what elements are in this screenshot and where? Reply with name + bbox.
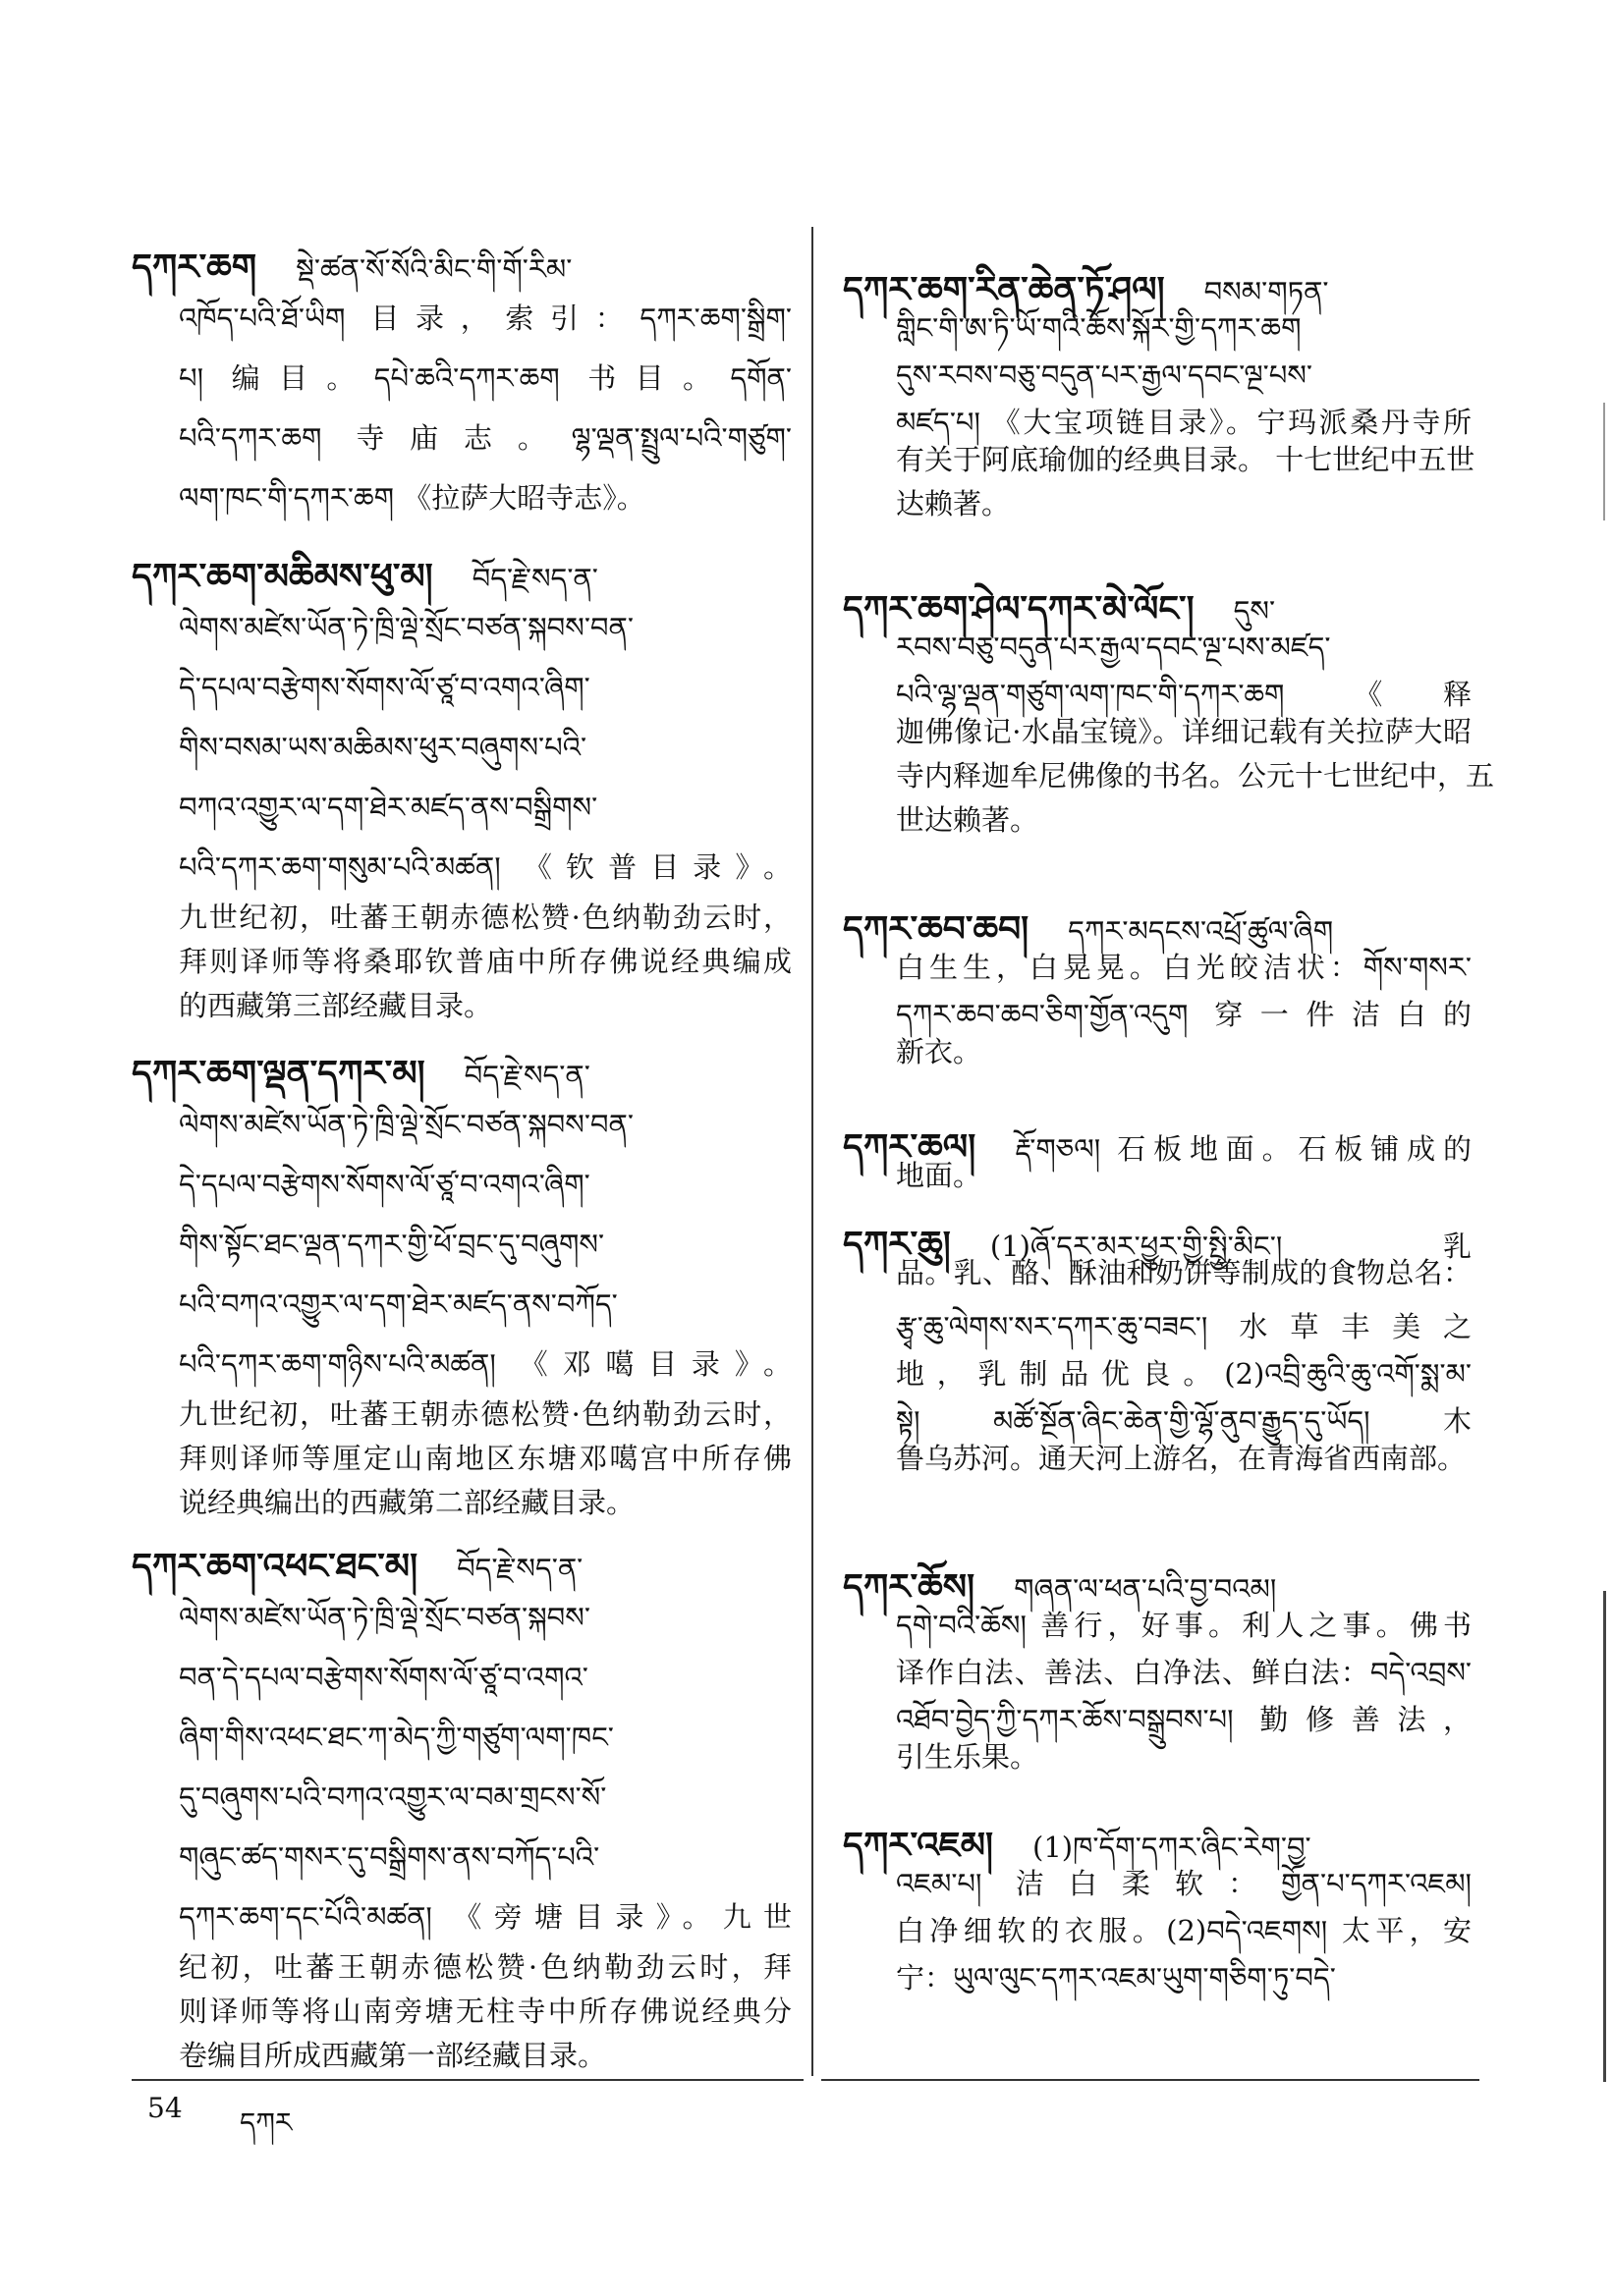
dictionary-entry xyxy=(843,1204,1472,1481)
definition-text: དཀར་མདངས་འཕྲོ་ཚུལ་ཞིག xyxy=(1068,914,1334,948)
definition-line: དཀར་ཆག་དང་པོའི་མཚན། 《旁塘目录》。九世 xyxy=(179,1900,792,1934)
definition-line: 拜则译师等厘定山南地区东塘邓噶宫中所存佛 xyxy=(179,1442,792,1475)
column-divider xyxy=(811,227,813,2076)
dictionary-entry xyxy=(843,249,1475,526)
definition-line: དེ་དཔལ་བརྩེགས་སོགས་ལོ་ཙཱ་བ་འགའ་ཞིག་ xyxy=(179,671,590,704)
headword: དཀར་ཆོས། xyxy=(843,1566,975,1608)
definition-text: བོད་རྗེ་སད་ན་ xyxy=(472,562,598,595)
definition-line: དགེ་བའི་ཆོས། 善行，好事。利人之事。佛书 xyxy=(896,1609,1472,1642)
entry-headline xyxy=(843,1107,1472,1168)
definition-line: 九世纪初，吐蕃王朝赤德松赞·色纳勒劲云时， xyxy=(179,1397,792,1431)
dictionary-entry xyxy=(843,1805,1472,1994)
headword: དཀར་ཆག་ལྡན་དཀར་མ། xyxy=(132,1053,425,1094)
definition-text: (1)ཞོ་དར་མར་ཕྱུར་གྱི་སྤྱི་མིང་། 乳 xyxy=(989,1230,1472,1263)
definition-line: 的西藏第三部经藏目录。 xyxy=(179,989,493,1022)
running-head: དཀར xyxy=(240,2106,293,2139)
definition-line: དུས་རབས་བཅུ་བདུན་པར་རྒྱལ་དབང་ལྔ་པས་ xyxy=(896,358,1312,392)
definition-line: འཐོབ་བྱེད་ཀྱི་དཀར་ཆོས་བསྒྲུབས་པ། 勤修善法， xyxy=(896,1703,1472,1736)
definition-line: 卷编目所成西藏第一部经藏目录。 xyxy=(179,2039,607,2072)
headword: དཀར་ཆག་ཤེལ་དཀར་མེ་ལོང་། xyxy=(843,588,1195,629)
definition-line: 则译师等将山南旁塘无柱寺中所存佛说经典分 xyxy=(179,1995,792,2028)
definition-line: འཇམ་པ། 洁白柔软：གྱོན་པ་དཀར་འཇམ། xyxy=(896,1867,1472,1900)
definition-line: 新衣。 xyxy=(896,1035,982,1068)
definition-line: 地面。 xyxy=(896,1159,982,1192)
entry-headline xyxy=(132,536,792,596)
dictionary-entry xyxy=(843,889,1472,1074)
definition-line: 迦佛像记·水晶宝镜》。详细记载有关拉萨大昭 xyxy=(896,715,1472,748)
definition-line: པའི་དཀར་ཆག 寺庙志。ལྷ་ལྡན་སྤྲུལ་པའི་གཙུག་ xyxy=(179,421,792,455)
definition-line: 引生乐果。 xyxy=(896,1740,1039,1774)
headword: དཀར་ཆག་མཆིམས་ཕུ་མ། xyxy=(132,556,433,597)
dictionary-entry xyxy=(132,1526,792,2078)
definition-line: གཞུང་ཚད་གསར་དུ་བསྒྲིགས་ནས་བཀོད་པའི་ xyxy=(179,1840,600,1874)
definition-line: པའི་བཀའ་འགྱུར་ལ་དག་ཐེར་མཛད་ནས་བཀོད་ xyxy=(179,1287,618,1321)
entry-headline xyxy=(843,889,1472,950)
entry-headline xyxy=(843,1204,1472,1265)
definition-line: མཛད་པ། 《大宝项链目录》。宁玛派桑丹寺所 xyxy=(896,406,1472,439)
definition-line: གླིང་གི་ཨ་ཏི་ཡོ་གའི་ཆོས་སྐོར་གྱི་དཀར་ཆག xyxy=(896,311,1302,345)
entry-headline xyxy=(132,1033,792,1093)
definition-line: 宁：ཡུལ་ལུང་དཀར་འཇམ་ཡུག་གཅིག་ཏུ་བདེ་ xyxy=(896,1961,1336,1995)
definition-line: རྩྭ་ཆུ་ལེགས་སར་དཀར་ཆུ་བཟང་། 水草丰美之 xyxy=(896,1310,1472,1343)
entry-headline xyxy=(843,1547,1472,1608)
definition-text: རྡོ་གཅལ། 石板地面。石板铺成的 xyxy=(1015,1132,1472,1166)
definition-text: གཞན་ལ་ཕན་པའི་བྱ་བའམ། xyxy=(1014,1572,1277,1606)
definition-text: དུས་ xyxy=(1233,594,1276,628)
scan-edge-mark xyxy=(1603,1591,1606,2082)
definition-text: སྡེ་ཚན་སོ་སོའི་མིང་གི་གོ་རིམ་ xyxy=(296,252,573,286)
definition-line: པའི་དཀར་ཆག་གཉིས་པའི་མཚན། 《邓噶目录》。 xyxy=(179,1347,792,1381)
headword: དཀར་ཆབ་ཆབ། xyxy=(843,908,1029,950)
definition-line: 说经典编出的西藏第二部经藏目录。 xyxy=(179,1486,636,1519)
definition-line: 有关于阿底瑜伽的经典目录。 十七世纪中五世 xyxy=(896,443,1475,476)
definition-line: པ། 编目。དཔེ་ཆའི་དཀར་ཆག 书目。དགོན་ xyxy=(179,361,792,395)
definition-line: གིས་བསམ་ཡས་མཆིམས་ཕུར་བཞུགས་པའི་ xyxy=(179,731,587,764)
definition-line: ལག་ཁང་གི་དཀར་ཆག 《拉萨大昭寺志》。 xyxy=(179,481,645,515)
dictionary-entry xyxy=(843,1547,1472,1779)
definition-line: 地，乳制品优良。(2)འབྲི་ཆུའི་ཆུ་འགོ་སྨ་མ་ xyxy=(896,1357,1472,1391)
definition-line: 拜则译师等将桑耶钦普庙中所存佛说经典编成 xyxy=(179,945,792,978)
definition-line: རབས་བཅུ་བདུན་པར་རྒྱལ་དབང་ལྔ་པས་མཛད་ xyxy=(896,630,1331,664)
definition-line: 达赖著。 xyxy=(896,487,1011,520)
headword: དཀར་ཆུ། xyxy=(843,1224,951,1265)
entry-headline xyxy=(132,1526,792,1586)
definition-line: དུ་བཞུགས་པའི་བཀའ་འགྱུར་ལ་བམ་གྲངས་སོ་ xyxy=(179,1780,607,1814)
definition-line: ལེགས་མཛེས་ཡོན་ཏེ་ཁྲི་ལྡེ་སྲོང་བཙན་སྐབས་ xyxy=(179,1601,590,1634)
definition-line: 白净细软的衣服。(2)བདེ་འཇགས། 太平，安 xyxy=(896,1914,1472,1947)
definition-text: བསམ་གཏན་ xyxy=(1203,275,1329,308)
footer-rule-left xyxy=(132,2079,804,2081)
definition-line: ཞིག་གིས་འཕང་ཐང་ཀ་མེད་ཀྱི་གཙུག་ལག་ཁང་ xyxy=(179,1721,614,1754)
definition-line: 译作白法、善法、白净法、鲜白法：བདེ་འབྲས་ xyxy=(896,1656,1472,1689)
definition-line: 九世纪初，吐蕃王朝赤德松赞·色纳勒劲云时， xyxy=(179,901,792,934)
headword: དཀར་ཆག་འཕང་ཐང་མ། xyxy=(132,1546,418,1587)
definition-line: འཁོད་པའི་ཐོ་ཡིག 目录，索引：དཀར་ཆག་སྒྲིག་ xyxy=(179,301,792,335)
definition-line: པའི་ལྷ་ལྡན་གཙུག་ལག་ཁང་གི་དཀར་ཆག 《释 xyxy=(896,678,1472,711)
definition-line: བན་དེ་དཔལ་བརྩེགས་སོགས་ལོ་ཙཱ་བ་འགའ་ xyxy=(179,1661,588,1694)
definition-line: དེ་དཔལ་བརྩེགས་སོགས་ལོ་ཙཱ་བ་འགའ་ཞིག་ xyxy=(179,1168,590,1201)
entry-headline xyxy=(132,227,792,287)
dictionary-entry xyxy=(132,227,792,526)
definition-line: གིས་སྟོང་ཐང་ལྡན་དཀར་གྱི་ཕོ་བྲང་དུ་བཞུགས་ xyxy=(179,1228,605,1261)
dictionary-entry xyxy=(132,1033,792,1525)
dictionary-entry xyxy=(132,536,792,1028)
headword: དཀར་ཆག་རིན་ཆེན་ཏོ་ཤལ། xyxy=(843,269,1165,310)
dictionary-entry xyxy=(843,569,1495,843)
definition-line: དཀར་ཆབ་ཆབ་ཅིག་གྱོན་འདུག 穿一件洁白的 xyxy=(896,998,1472,1031)
footer-rule-right xyxy=(821,2079,1479,2081)
definition-line: ལེགས་མཛེས་ཡོན་ཏེ་ཁྲི་ལྡེ་སྲོང་བཙན་སྐབས་བན་ xyxy=(179,611,634,644)
headword: དཀར་ཆལ། xyxy=(843,1126,976,1168)
headword: དཀར་ཆག xyxy=(132,246,257,288)
scan-edge-mark xyxy=(1603,403,1605,520)
entry-headline xyxy=(843,249,1472,310)
definition-line: པའི་དཀར་ཆག་གསུམ་པའི་མཚན། 《钦普目录》。 xyxy=(179,850,792,884)
definition-line: 鲁乌苏河。通天河上游名，在青海省西南部。 xyxy=(896,1442,1467,1475)
dictionary-entry xyxy=(843,1107,1472,1198)
definition-text: བོད་རྗེ་སད་ན་ xyxy=(464,1059,590,1092)
definition-text: (1)ཁ་དོག་དཀར་ཞིང་རེག་བྱ་ xyxy=(1032,1831,1311,1864)
definition-line: ལེགས་མཛེས་ཡོན་ཏེ་ཁྲི་ལྡེ་སྲོང་བཙན་སྐབས་བན་ xyxy=(179,1108,634,1141)
definition-text: བོད་རྗེ་སད་ན་ xyxy=(457,1552,584,1585)
page-number: 54 xyxy=(147,2092,183,2124)
definition-line: 品。乳、酪、酥油和奶饼等制成的食物总名： xyxy=(896,1256,1472,1289)
headword: དཀར་འཇམ། xyxy=(843,1825,994,1866)
definition-line: སྟེ། མཚོ་སྔོན་ཞིང་ཆེན་གྱི་ལྷོ་ནུབ་རྒྱུད་དུ་ཡོད། 木 xyxy=(896,1404,1472,1438)
definition-line: 世达赖著。 xyxy=(896,803,1039,837)
definition-line: 纪初，吐蕃王朝赤德松赞·色纳勒劲云时，拜 xyxy=(179,1950,792,1984)
definition-line: བཀའ་འགྱུར་ལ་དག་ཐེར་མཛད་ནས་བསྒྲིགས་ xyxy=(179,791,598,824)
entry-headline xyxy=(843,1805,1472,1866)
definition-line: 寺内释迦牟尼佛像的书名。公元十七世纪中，五 xyxy=(896,759,1495,793)
definition-line: 白生生，白晃晃。白光皎洁状：གོས་གསར་ xyxy=(896,951,1472,984)
entry-headline xyxy=(843,569,1472,629)
